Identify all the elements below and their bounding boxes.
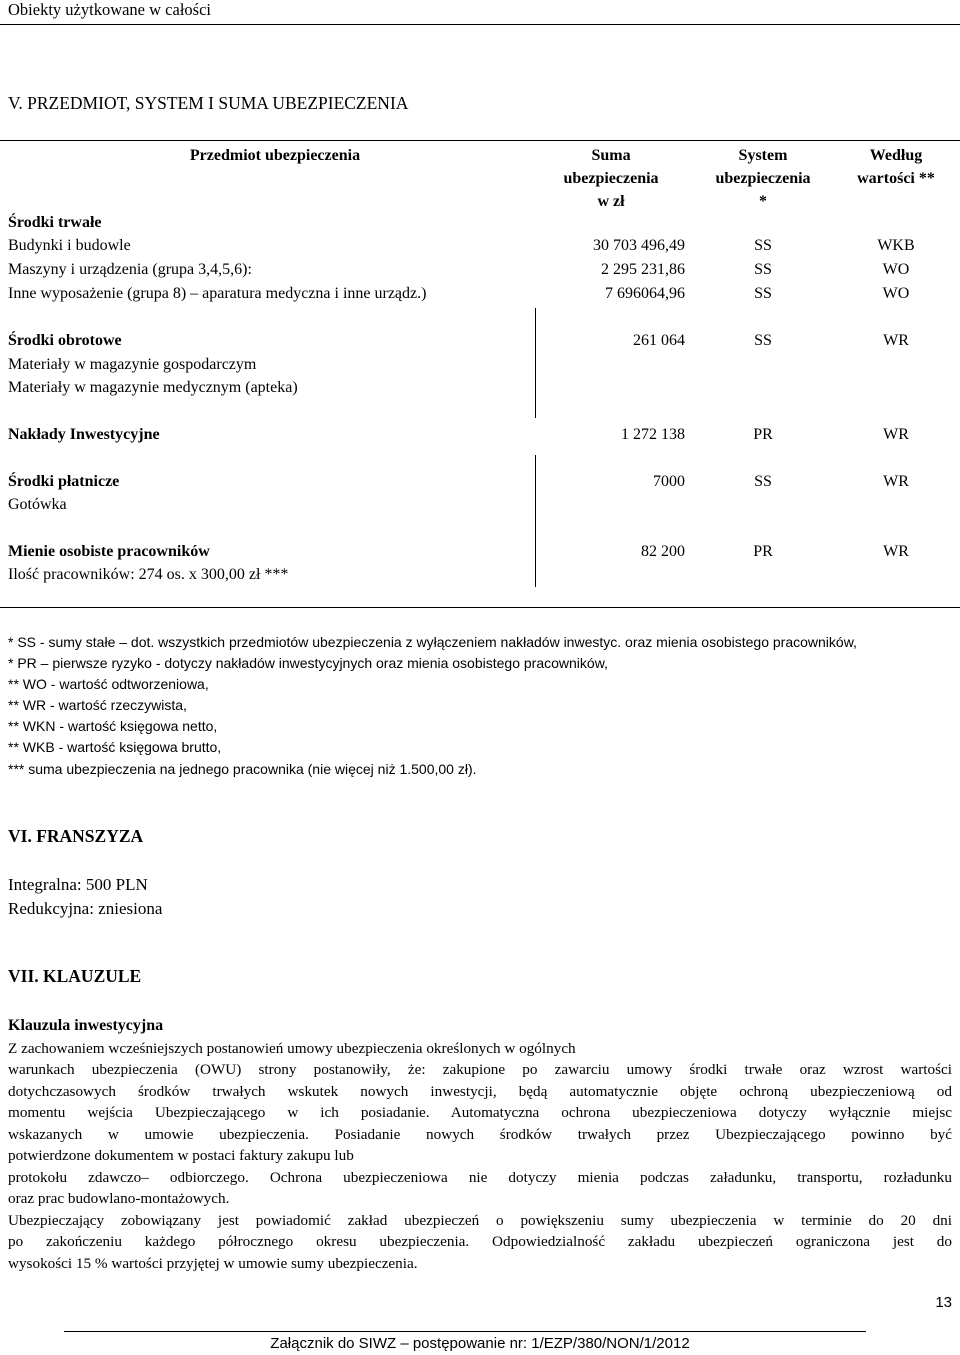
clause-line-3: dotychczasowych środków trwałych wskutek nowych inwestycji, będą automatycznie objęte ochroną ubezpieczeniową od — [8, 1083, 952, 1100]
current-assets-system: SS — [754, 332, 772, 349]
investments-sum: 1 272 138 — [621, 426, 685, 443]
current-assets-sum: 261 064 — [633, 332, 685, 349]
row-buildings-sum: 30 703 496,49 — [593, 237, 685, 254]
cash-line1: Gotówka — [8, 496, 67, 513]
current-assets-line2: Materiały w magazynie medycznym (apteka) — [8, 379, 298, 396]
deductible-integral: Integralna: 500 PLN — [8, 875, 148, 894]
fixed-assets-title: Środki trwałe — [8, 214, 102, 231]
row-equipment-system: SS — [754, 285, 772, 302]
col-header-sum-line3: w zł — [597, 193, 625, 210]
clause-line-8: oraz prac budowlano-montażowych. — [8, 1190, 230, 1207]
clause-line-2: warunkach ubezpieczenia (OWU) strony postanowiły, że: zakupione po zawarciu umowy środki trwałe oraz wzrost wartości — [8, 1061, 952, 1078]
employee-property-value: WR — [883, 543, 909, 560]
row-machines-name: Maszyny i urządzenia (grupa 3,4,5,6): — [8, 261, 252, 278]
divider-1 — [535, 308, 536, 418]
footnote-3: ** WO - wartość odtworzeniowa, — [8, 676, 209, 692]
col-header-system-line1: System — [738, 147, 788, 164]
row-machines-value: WO — [882, 261, 910, 278]
footer-rule — [64, 1331, 866, 1332]
current-assets-value: WR — [883, 332, 909, 349]
section-vii-title: VII. KLAUZULE — [8, 966, 142, 986]
deductible-reduction: Redukcyjna: zniesiona — [8, 899, 163, 918]
clause-line-4: momentu wejścia Ubezpieczającego w ich posiadanie. Automatyczna ochrona ubezpieczeniowa dotyczy wyłącznie miejsc — [8, 1104, 952, 1121]
divider-2 — [535, 455, 536, 587]
table-top-rule — [0, 140, 960, 141]
page-header: Obiekty użytkowane w całości — [8, 0, 211, 19]
footer-text: Załącznik do SIWZ – postępowanie nr: 1/EZP/380/NON/1/2012 — [270, 1335, 690, 1352]
current-assets-title: Środki obrotowe — [8, 332, 122, 349]
cash-value: WR — [883, 473, 909, 490]
clause-line-7: protokołu zdawczo– odbiorczego. Ochrona ubezpieczeniowa nie dotyczy mienia podczas załadunku, transportu, rozładunku — [8, 1169, 952, 1186]
section-vi-title: VI. FRANSZYZA — [8, 826, 144, 846]
col-header-value — [832, 144, 960, 190]
clause-title: Klauzula inwestycyjna — [8, 1017, 164, 1034]
clause-line-9: Ubezpieczający zobowiązany jest powiadomić zakład ubezpieczeń o powiększeniu sumy ubezpieczenia w terminie do 20 dni — [8, 1212, 952, 1229]
footnote-4: ** WR - wartość rzeczywista, — [8, 697, 187, 713]
col-header-value-line1: Według — [869, 147, 923, 164]
footnote-6: ** WKB - wartość księgowa brutto, — [8, 739, 222, 755]
col-header-sum-line1: Suma — [591, 147, 631, 164]
col-header-value-line2: wartości ** — [857, 170, 935, 187]
footnote-2: * PR – pierwsze ryzyko - dotyczy nakładów inwestycyjnych oraz mienia osobistego pracowników, — [8, 655, 608, 671]
cash-title: Środki płatnicze — [8, 473, 120, 490]
table-bottom-rule — [0, 607, 960, 608]
row-buildings-name: Budynki i budowle — [8, 237, 131, 254]
clause-line-10: po zakończeniu każdego półrocznego okresu ubezpieczenia. Odpowiedzialność zakładu ubezpieczeń ograniczona jest do — [8, 1233, 952, 1250]
header-rule — [0, 24, 960, 25]
footnote-5: ** WKN - wartość księgowa netto, — [8, 718, 218, 734]
investments-value: WR — [883, 426, 909, 443]
row-buildings-system: SS — [754, 237, 772, 254]
row-equipment-value: WO — [882, 285, 910, 302]
cash-system: SS — [754, 473, 772, 490]
col-header-system-line2: ubezpieczenia — [715, 170, 811, 187]
col-header-system — [693, 144, 833, 213]
employee-property-system: PR — [753, 543, 773, 560]
employee-property-sum: 82 200 — [641, 543, 685, 560]
clause-line-1: Z zachowaniem wcześniejszych postanowień umowy ubezpieczenia określonych w ogólnych — [8, 1040, 576, 1057]
col-header-sum-line2: ubezpieczenia — [563, 170, 659, 187]
page-number: 13 — [935, 1294, 952, 1311]
investments-title: Nakłady Inwestycyjne — [8, 426, 160, 443]
clause-line-5: wskazanych w umowie ubezpieczenia. Posiadanie nowych środków trwałych przez Ubezpieczającego powinno być — [8, 1126, 952, 1143]
footnote-1: * SS - sumy stałe – dot. wszystkich przedmiotów ubezpieczenia z wyłączeniem nakładów inwestyc. oraz mienia osobistego pracowników, — [8, 634, 857, 650]
footnote-7: *** suma ubezpieczenia na jednego pracownika (nie więcej niż 1.500,00 zł). — [8, 761, 477, 777]
clause-line-11: wysokości 15 % wartości przyjętej w umowie sumy ubezpieczenia. — [8, 1255, 418, 1272]
row-machines-sum: 2 295 231,86 — [601, 261, 685, 278]
col-header-system-line3: * — [759, 193, 767, 210]
current-assets-line1: Materiały w magazynie gospodarczym — [8, 356, 257, 373]
employee-property-title: Mienie osobiste pracowników — [8, 543, 210, 560]
row-equipment-sum: 7 696064,96 — [605, 285, 685, 302]
cash-sum: 7000 — [653, 473, 685, 490]
col-header-subject: Przedmiot ubezpieczenia — [189, 147, 361, 164]
investments-system: PR — [753, 426, 773, 443]
row-machines-system: SS — [754, 261, 772, 278]
row-buildings-value: WKB — [877, 237, 915, 254]
clause-line-6: potwierdzone dokumentem w postaci faktury zakupu lub — [8, 1147, 354, 1164]
employee-property-line1: Ilość pracowników: 274 os. x 300,00 zł *** — [8, 566, 289, 583]
section-v-title: V. PRZEDMIOT, SYSTEM I SUMA UBEZPIECZENIA — [8, 93, 409, 113]
row-equipment-name: Inne wyposażenie (grupa 8) – aparatura medyczna i inne urządz.) — [8, 285, 427, 302]
col-header-sum — [541, 144, 681, 213]
